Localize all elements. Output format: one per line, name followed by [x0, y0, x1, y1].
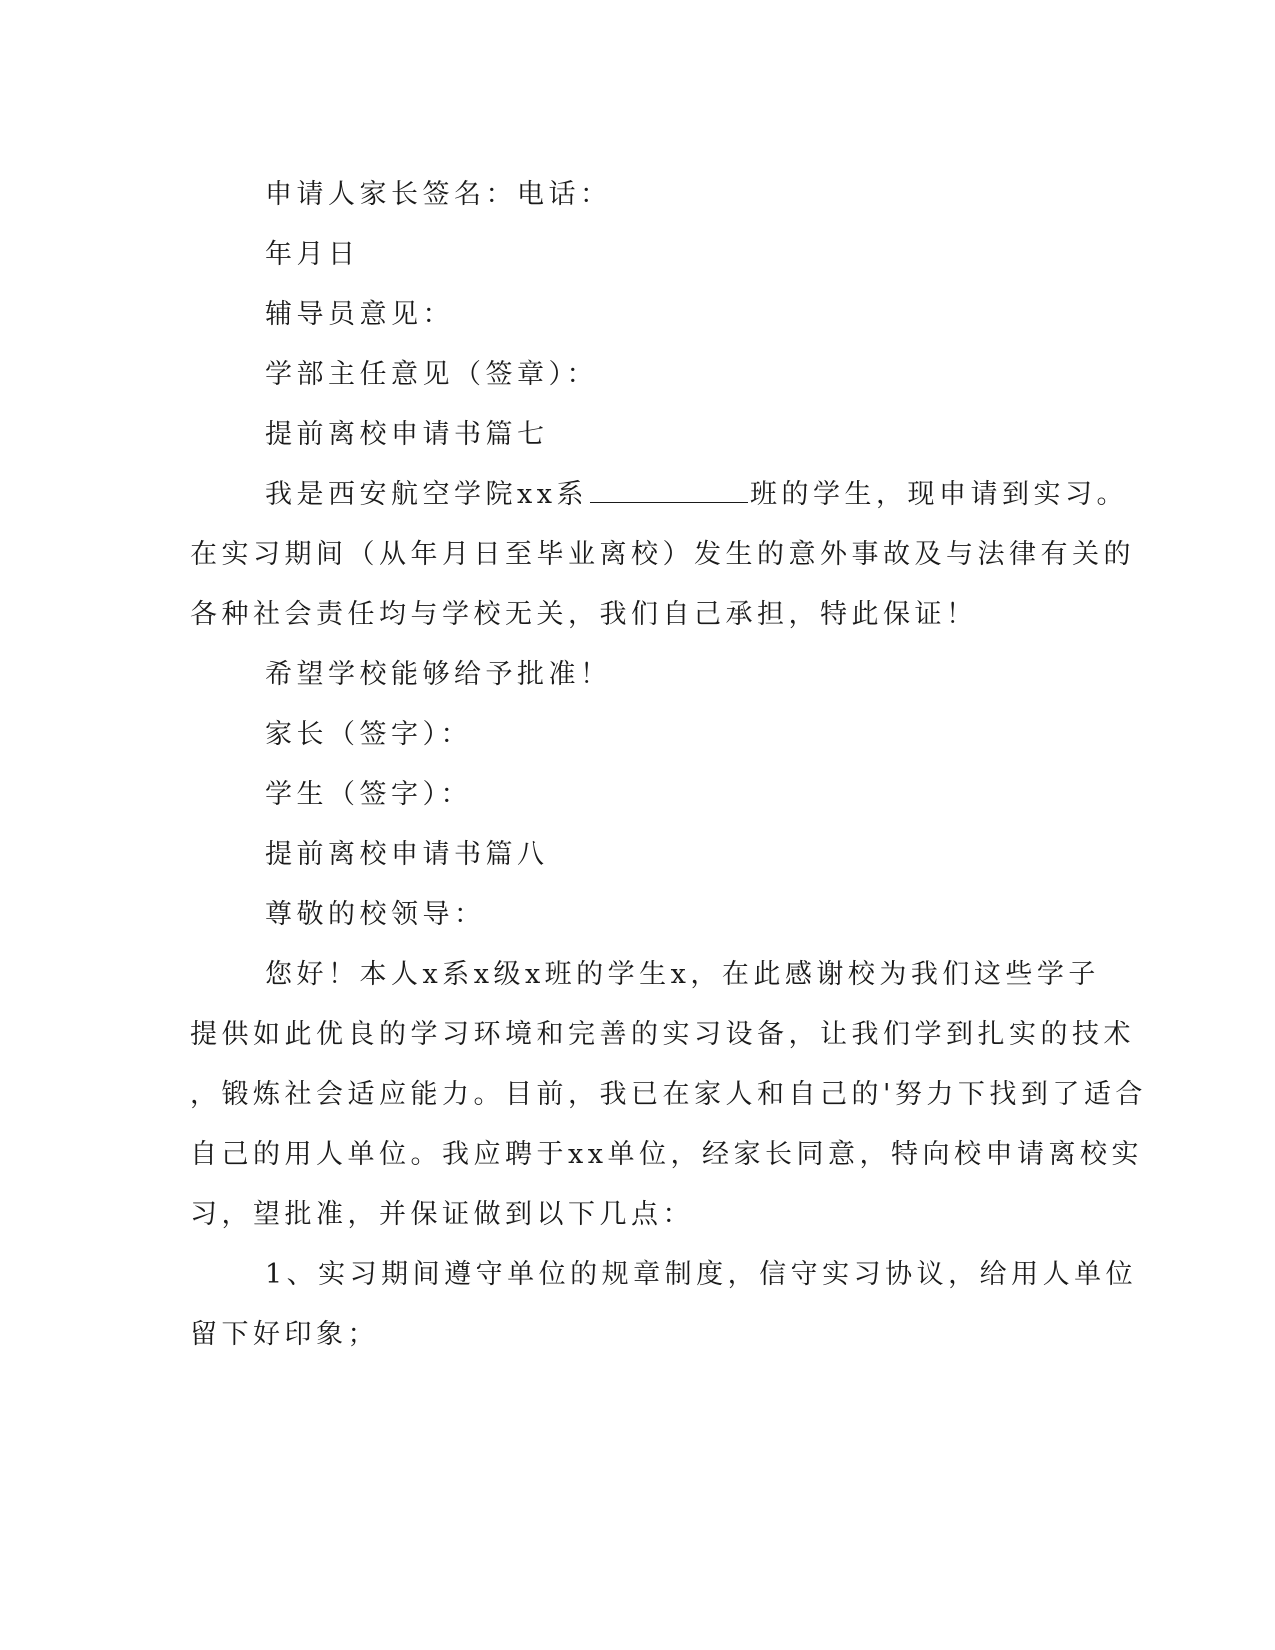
list-item-continuation: 留下好印象；	[190, 1319, 379, 1350]
list-item: 1、实习期间遵守单位的规章制度，信守实习协议，给用人单位	[265, 1259, 1138, 1290]
director-opinion-line: 学部主任意见（签章）：	[265, 359, 598, 390]
document-body	[190, 165, 1147, 1365]
approval-request-line: 希望学校能够给予批准！	[265, 659, 612, 690]
paragraph-line: 在实习期间（从年月日至毕业离校）发生的意外事故及与法律有关的	[190, 539, 1135, 570]
section-heading-eight: 提前离校申请书篇八	[265, 839, 549, 870]
paragraph-line: 各种社会责任均与学校无关，我们自己承担，特此保证！	[190, 599, 978, 630]
date-line: 年月日	[265, 239, 360, 270]
paragraph-text: 班的学生，现申请到实习。	[749, 479, 1128, 510]
parent-signature-line: 家长（签字）：	[265, 719, 472, 750]
paragraph-line	[190, 465, 1128, 525]
student-signature-line: 学生（签字）：	[265, 779, 472, 810]
paragraph-line: 您好！本人x系x级x班的学生x，在此感谢校为我们这些学子	[265, 959, 1100, 990]
parent-signature-phone-line: 申请人家长签名：电话：	[265, 179, 612, 210]
section-heading-seven: 提前离校申请书篇七	[265, 419, 549, 450]
fill-in-blank	[590, 480, 748, 503]
counselor-opinion-line: 辅导员意见：	[265, 299, 454, 330]
paragraph-text: 我是西安航空学院xx系	[265, 479, 588, 510]
paragraph-line: 自己的用人单位。我应聘于xx单位，经家长同意，特向校申请离校实	[190, 1139, 1143, 1170]
paragraph-line: 习，望批准，并保证做到以下几点：	[190, 1199, 694, 1230]
paragraph-line: ，锻炼社会适应能力。目前，我已在家人和自己的'努力下找到了适合	[190, 1079, 1147, 1110]
paragraph-line: 提供如此优良的学习环境和完善的实习设备，让我们学到扎实的技术	[190, 1019, 1135, 1050]
salutation-line: 尊敬的校领导：	[265, 899, 486, 930]
